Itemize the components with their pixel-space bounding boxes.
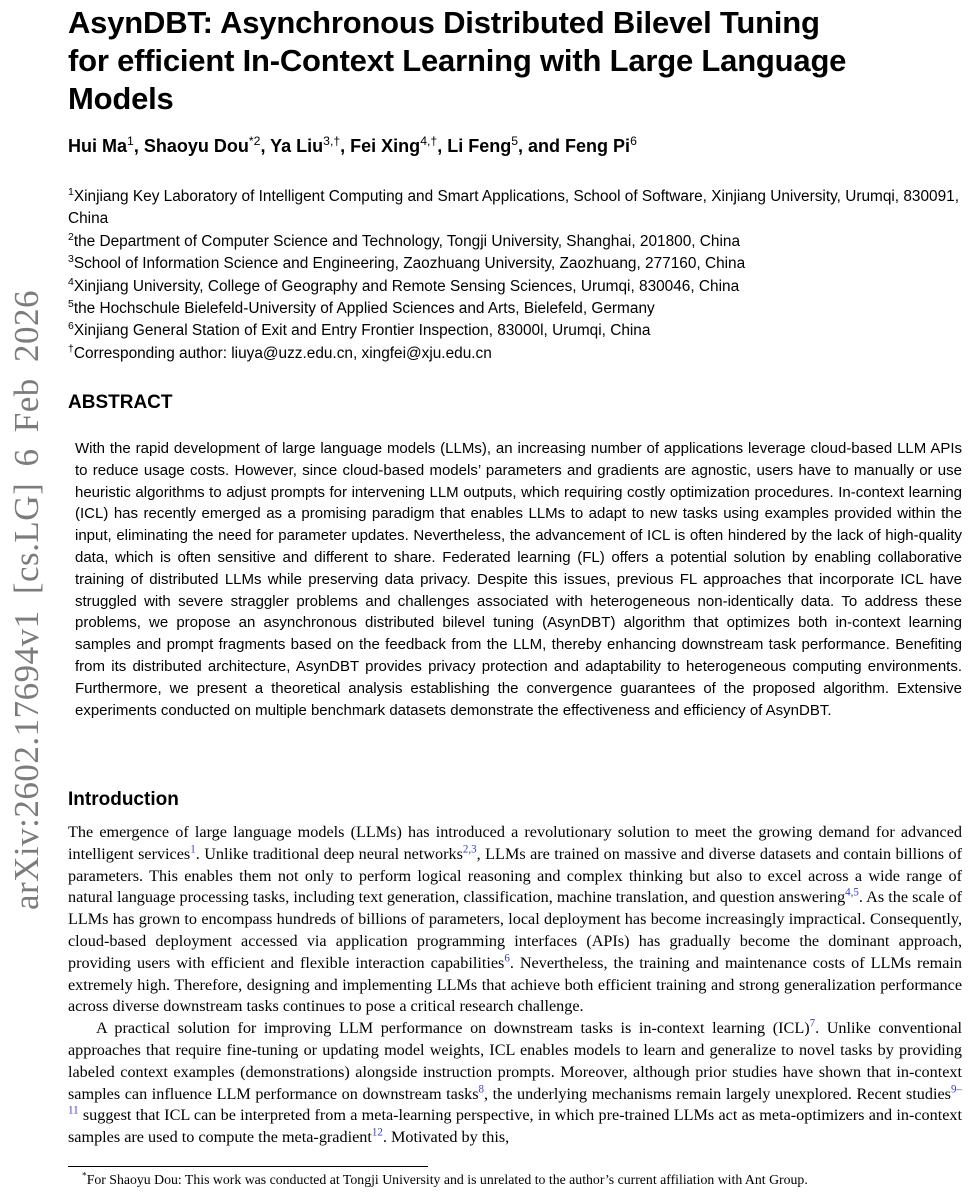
footnote-text: For Shaoyu Dou: This work was conducted at Tongji University and is unrelated to the author’s current affiliation with Ant Group.	[86, 1172, 808, 1187]
author-affiliation-sup: 4,†	[420, 134, 438, 148]
citation-ref[interactable]: 1	[190, 843, 196, 856]
author-affiliation-sup: 3,†	[323, 134, 341, 148]
affiliation-line: $^1$Xinjiang Key Laboratory of Intelligent Computing and Smart Applications, School of Software, Xinjiang University, Urumqi, 830091, China	[68, 186, 959, 228]
title-line: Models	[68, 81, 174, 116]
affiliation-sup: 2	[68, 231, 74, 243]
arxiv-watermark-rail	[2, 0, 52, 1200]
author-name: Shaoyu Dou	[143, 136, 249, 156]
abstract-text: With the rapid development of large language models (LLMs), an increasing number of applications leverage cloud-based LLM APIs to reduce usage costs. However, since cloud-based models’ parameters and gradients are agnostic, users have to manually or use heuristic algorithms to adjust prompts for intervening LLM outputs, which requiring costly optimization procedures. In-context learning (ICL) has recently emerged as a promising paradigm that enables LLMs to adapt to new tasks using examples provided within the input, eliminating the need for parameter updates. Nevertheless, the advancement of ICL is often hindered by the lack of high-quality data, which is often sensitive and different to share. Federated learning (FL) offers a potential solution by enabling collaborative training of distributed LLMs while preserving data privacy. Despite this issues, previous FL approaches that incorporate ICL have struggled with severe straggler problems and challenges associated with heterogeneous non-identically data. To address these problems, we propose an asynchronous distributed bilevel tuning (AsynDBT) algorithm that optimizes both in-context learning samples and prompt fragments based on the feedback from the LLM, thereby enhancing downstream task performance. Benefiting from its distributed architecture, AsynDBT provides privacy protection and adaptability to heterogeneous computing environments. Furthermore, we present a theoretical analysis establishing the convergence guarantees of the proposed algorithm. Extensive experiments conducted on multiple benchmark datasets demonstrate the effectiveness and efficiency of AsynDBT.	[75, 440, 962, 719]
author-name: Li Feng	[447, 136, 512, 156]
affiliation-line: $^4$Xinjiang University, College of Geography and Remote Sensing Sciences, Urumqi, 830046, China	[68, 276, 740, 295]
affiliation-sup: 4	[68, 276, 74, 288]
author-affiliation-sup: 1	[127, 134, 134, 148]
affiliation-sup: 1	[68, 186, 74, 198]
author-name: Ya Liu	[270, 136, 324, 156]
paragraph: The emergence of large language models (LLMs) has introduced a revolutionary solution to meet the growing demand for advanced intelligent services$^1$. Unlike traditional deep neural networks$^{2,3}$, LLMs are trained on massive and diverse datasets and contain billions of parameters. This enables them not only to perform logical reasoning and complex thinking but also to excel across a wide range of natural language processing tasks, including text generation, classification, machine translation, and question answering$^{4,5}$. As the scale of LLMs has grown to encompass hundreds of billions of parameters, local deployment has become increasingly impractical. Consequently, cloud-based deployment accessed via application programming interfaces (APIs) has gradually become the dominant approach, providing users with efficient and flexible interaction capabilities$^6$. Nevertheless, the training and maintenance costs of LLMs remain extremely high. Therefore, designing and implementing LLMs that achieve both efficient training and strong generalization performance across diverse downstream tasks continues to pose a critical research challenge.	[68, 823, 962, 1016]
citation-ref[interactable]: 12	[371, 1126, 383, 1139]
affiliations	[68, 186, 962, 365]
arxiv-watermark: arXiv:2602.17694v1 [cs.LG] 6 Feb 2026	[7, 289, 46, 911]
author-name: Feng Pi	[565, 136, 631, 156]
paper-title	[68, 4, 962, 118]
affiliation-line: $^3$School of Information Science and Engineering, Zaozhuang University, Zaozhuang, 277160, China	[68, 254, 746, 273]
footnote-marker: *	[82, 1171, 87, 1182]
title-line: AsynDBT: Asynchronous Distributed Bilevel Tuning	[68, 5, 820, 40]
affiliation-sup: †	[68, 343, 74, 355]
author-affiliation-sup: 5	[511, 134, 519, 148]
citation-ref[interactable]: 7	[809, 1017, 816, 1030]
author-line: Hui Ma$^1$, Shaoyu Dou$^{*2}$, Ya Liu$^{3,\dagger}$, Fei Xing$^{4,\dagger}$, Li Feng$^5$, and Feng Pi$^6$	[68, 134, 637, 156]
affiliation-line: †Corresponding author: liuya@uzz.edu.cn, xingfei@xju.edu.cn	[68, 343, 492, 362]
introduction-body	[68, 822, 962, 1170]
introduction-heading: Introduction	[68, 789, 179, 810]
author-name: Hui Ma	[68, 136, 128, 156]
abstract-heading: ABSTRACT	[68, 392, 173, 413]
author-affiliation-sup: 6	[630, 134, 637, 148]
citation-ref[interactable]: 9–11	[68, 1083, 962, 1117]
citation-ref[interactable]: 6	[504, 952, 510, 965]
citation-ref[interactable]: 8	[478, 1083, 485, 1096]
affiliation-sup: 5	[68, 298, 74, 310]
citation-ref[interactable]: 4,5	[845, 887, 859, 899]
author-affiliation-sup: *2	[248, 134, 261, 148]
author-name: Fei Xing	[350, 136, 421, 156]
affiliation-sup: 3	[68, 254, 74, 266]
affiliation-line: $^6$Xinjiang General Station of Exit and Entry Frontier Inspection, 83000l, Urumqi, China	[68, 321, 651, 340]
affiliation-sup: 6	[68, 321, 74, 333]
footnote	[68, 1171, 962, 1189]
paper-content	[68, 0, 962, 1200]
footnote-rule	[68, 1166, 428, 1167]
footnote-block	[68, 1166, 962, 1189]
citation-ref[interactable]: 2,3	[462, 843, 477, 856]
title-line: for efficient In-Context Learning with Large Language	[68, 43, 847, 78]
affiliation-line: $^5$the Hochschule Bielefeld-University of Applied Sciences and Arts, Bielefeld, Germany	[68, 298, 655, 318]
paragraph: A practical solution for improving LLM performance on downstream tasks is in-context learning (ICL)$^7$. Unlike conventional approaches that require fine-tuning or updating model weights, ICL enables models to learn and generalize to novel tasks by providing labeled context examples (demonstrations) alongside instruction prompts. Moreover, although prior studies have shown that in-context samples can influence LLM performance on downstream tasks$^8$, the underlying mechanisms remain largely unexplored. Recent studies$^{9-11}$ suggest that ICL can be interpreted from a meta-learning perspective, in which pre-trained LLMs act as meta-optimizers and in-context samples are used to compute the meta-gradient$^{12}$. Motivated by this,	[68, 1017, 962, 1147]
affiliation-line: $^2$the Department of Computer Science and Technology, Tongji University, Shanghai, 201800, China	[68, 231, 741, 250]
